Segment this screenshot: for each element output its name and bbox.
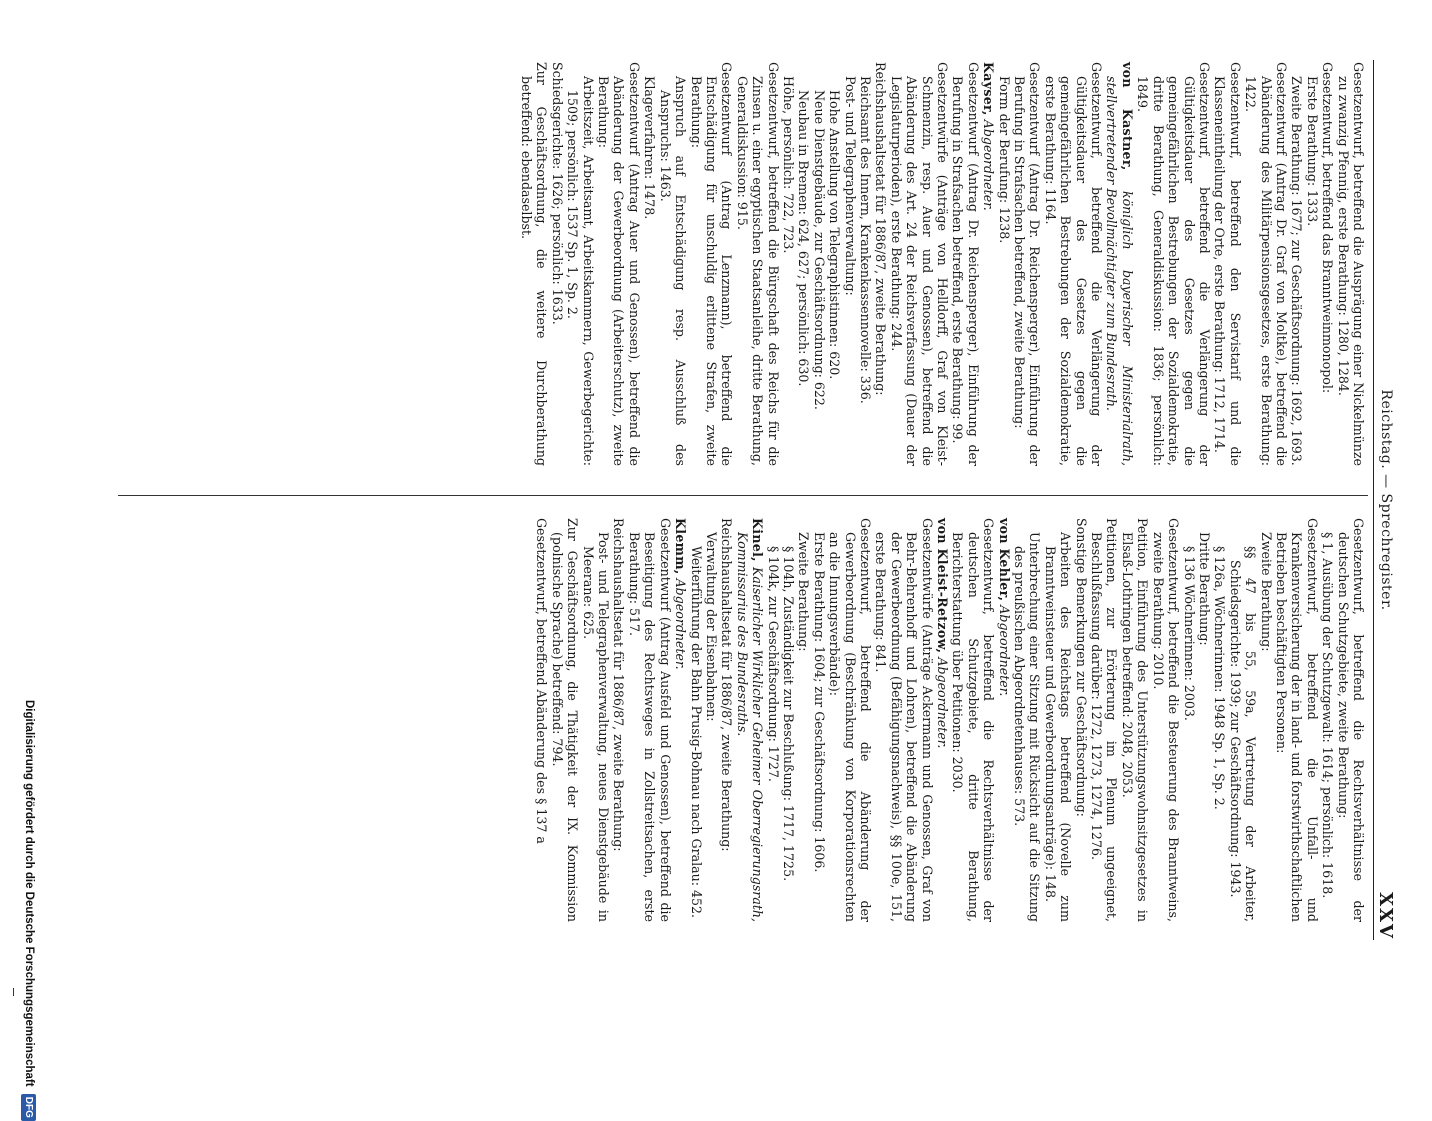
register-entry: Gesetzentwurf (Antrag Auer und Genossen), betreffend die Abänderung der Gewerbeordnung (Arbeiterschutz), zweite Berathung: xyxy=(596,62,642,466)
register-entry: Gesetzentwürfe (Anträge Ackermann und Genossen, Graf von Behr-Behrenhoff und Lohren), betreffend die Abänderung der Gewerbeordnung (Befähigungsnachweis), §§ 100e, 151, erste Berathung: 841. xyxy=(873,518,935,922)
speaker-name: von Kastner, xyxy=(1119,62,1135,171)
speaker-role: Abgeordneter. xyxy=(996,601,1012,697)
register-entry: Gesetzentwurf, betreffend die Unfall- und Krankenversicherung der in land- und forstwirthschaftlichen Betrieben beschäftigten Personen: xyxy=(1273,518,1320,922)
register-entry: Zur Geschäftsordnung, die Thätigkeit der IX. Kommission (polnische Sprache) betreffend: 794. xyxy=(549,518,581,922)
register-subentry: § 104h, Zuständigkeit zur Beschlußung: 1717, 1725. xyxy=(780,546,796,882)
dfg-logo: DFG xyxy=(21,1094,36,1121)
register-entry: Reichshaushaltsetat für 1886/87, zweite Berathung: xyxy=(873,62,889,396)
register-subentry: Dritte Berathung: xyxy=(1196,532,1212,646)
register-subentry: Klageverfahren: 1478. xyxy=(642,76,658,220)
register-subentry: Erste Berathung: 1333. xyxy=(1304,76,1320,227)
register-entry: Gesetzentwurf, betreffend die Verlängerung der Gültigkeitsdauer des Gesetzes gegen die gemeingefährlichen Bestrebungen der Sozialdemokratie, dritte Berathung, Generaldiskussion: 1836; persönlich: 1849. xyxy=(1135,62,1212,466)
register-entry: Gesetzentwurf (Antrag Dr. Reichensperger), Einführung der Berufung in Strafsachen betreffend, zweite Berathung: xyxy=(1012,62,1043,466)
speaker-heading xyxy=(996,518,1011,922)
speaker-heading xyxy=(981,62,996,466)
running-title: Reichstag. — Sprechregister. xyxy=(1378,389,1395,611)
register-entry: Gesetzentwurf, betreffend das Branntweinmonopol: xyxy=(1320,62,1336,394)
register-entry: Reichshaushaltsetat für 1886/87, zweite Berathung: xyxy=(611,518,627,852)
speaker-role: Kaiserlicher Wirklicher Geheimer Oberregierungsrath, Kommissarius des Bundesraths. xyxy=(734,532,766,922)
register-subentry: Arbeitszeit, Arbeitsamt, Arbeitskammern, Gewerbegerichte: 1509; persönlich: 1537 Sp. 1, Sp. 2. xyxy=(565,76,596,466)
speaker-role: Abgeordneter. xyxy=(673,574,689,670)
speaker-heading xyxy=(935,518,950,922)
speaker-role: Abgeordneter. xyxy=(981,115,997,211)
speaker-name: von Kehler, xyxy=(996,518,1012,602)
speaker-name: Kayser, xyxy=(981,62,997,116)
register-entry: Gesetzentwurf (Antrag Dr. Reichensperger), Einführung der Berufung in Strafsachen betreffend, erste Berathung: 99. xyxy=(950,62,981,466)
register-subentry: Höhe, persönlich: 722, 723. xyxy=(780,76,796,254)
speaker-name: Kinel, xyxy=(750,518,766,562)
register-subentry: Hohe Anstellung von Telegraphistinnen: 620. xyxy=(827,90,843,380)
register-entry: Gesetzentwurf, betreffend die Bürgschaft des Reichs für die Zinsen u. einer egyptischen Staatsanleihe, dritte Berathung, Generaldiskussion: 915. xyxy=(734,62,781,466)
register-subentry: Zweite Berathung: xyxy=(1258,532,1274,652)
register-entry: Gesetzentwurf, betreffend die Ausprägung einer Nickelmünze zu zwanzig Pfennig, erste Berathung: 1280, 1284. xyxy=(1335,62,1366,466)
register-subentry: Arbeiten des Reichstags betreffend (Novelle zum Branntweinsteuer und Gewerbeordnungsanträge): 148. xyxy=(1042,532,1074,922)
register-entry: Gesetzentwürfe (Anträge von Helldorff, Graf von Kleist-Schmenzin, resp. Auer und Genossen), betreffend die Abänderung des Art. 24 der Reichsverfassung (Dauer der Legislaturperioden), erste Berathung: 244. xyxy=(888,62,951,466)
speaker-heading xyxy=(1104,62,1135,466)
register-subentry: Reichsamt des Innern, Krankenkassennovelle: 336. xyxy=(858,76,873,404)
register-entry: Gesetzentwurf, betreffend die Rechtsverhältnisse der deutschen Schutzgebiete, zweite Berathung: xyxy=(1335,518,1366,922)
register-subentry: § 126a, Wöchnerinnen: 1948 Sp. 1, Sp. 2. xyxy=(1212,546,1228,810)
register-subentry: Form der Berufung: 1238. xyxy=(996,76,1012,244)
speaker-role: Abgeordneter. xyxy=(935,653,951,749)
column-divider xyxy=(118,495,1368,496)
credit-text: Digitalisierung gefördert durch die Deutsche Forschungsgemeinschaft xyxy=(23,700,35,1087)
register-entry: Gesetzentwurf, betreffend Abänderung des § 137 a xyxy=(534,518,550,844)
register-entry: Schiedsgerichte: 1626; persönlich: 1633. xyxy=(549,62,565,325)
register-entry: Petitionen, zur Erörterung im Plenum ungeeignet, Beschlußfassung darüber: 1272, 1273, 1274, 1276. xyxy=(1089,518,1120,922)
register-entry: Gesetzentwurf, betreffend den Servistarif und die Klasseneintheilung der Orte, erste Berathung: 1712, 1714. xyxy=(1212,62,1243,466)
register-entry: Zur Geschäftsordnung, die weitere Durchberathung betreffend: ebendaselbst. xyxy=(519,62,550,466)
register-entry: Gesetzentwurf (Antrag Ausfeld und Genossen), betreffend die Beseitigung des Rechtsweges in Zollstreitsachen, erste Berathung: 517. xyxy=(626,518,673,922)
register-entry: Sonstige Bemerkungen zur Geschäftsordnung: xyxy=(1073,518,1089,817)
register-subentry: Post- und Telegraphenverwaltung, neues Dienstgebäude in Meerane: 625. xyxy=(580,532,612,922)
register-entry: Gesetzentwurf (Antrag Dr. Graf von Moltke), betreffend die Abänderung des Militärpensionsgesetzes, erste Berathung: 1422. xyxy=(1243,62,1289,466)
running-head xyxy=(1375,60,1410,940)
register-subentry: Verwaltung der Eisenbahnen: xyxy=(703,532,719,722)
register-entry: Gesetzentwurf, betreffend die Abänderung der Gewerbeordnung (Beschränkung von Korporationsrechten an die Innungsverbände): xyxy=(827,518,873,922)
header-rule xyxy=(1373,60,1374,940)
speaker-role: königlich bayerischer Ministerialrath, stellvertretender Bevollmächtigter zum Bundesrath. xyxy=(1104,76,1135,466)
register-subentry: § 104k, zur Geschäftsordnung: 1727. xyxy=(765,546,781,782)
register-subentry: Zweite Berathung: xyxy=(796,532,812,652)
register-subentry: Unterbrechung einer Sitzung mit Rücksicht auf die Sitzung des preußischen Abgeordnetenhauses: 573. xyxy=(1012,532,1043,922)
register-entry: Gesetzentwurf, betreffend die Besteuerung des Branntweins, zweite Berathung: 2010. xyxy=(1150,518,1182,922)
register-subentry: Neue Dienstgebäude, zur Geschäftsordnung: 622. xyxy=(811,90,827,410)
register-subentry: Weiterführung der Bahn Prusig-Bohnau nach Gralau: 452. xyxy=(688,546,704,919)
register-entry: Gesetzentwurf, betreffend die Rechtsverhältnisse der deutschen Schutzgebiete, dritte Berathung, Berichterstattung über Petitionen: 2030. xyxy=(950,518,997,922)
register-subentry: Neubau in Bremen: 624, 627; persönlich: 630. xyxy=(796,90,812,387)
register-subentry: Post- und Telegraphenverwaltung: xyxy=(842,76,858,296)
register-subentry: §§ 47 bis 55, 59a, Vertretung der Arbeiter, Schiedsgerichte: 1939; zur Geschäftsordnung: 1943. xyxy=(1227,546,1259,922)
register-subentry: § 1, Ausübung der Schutzgewalt: 1614; persönlich: 1618. xyxy=(1320,532,1336,899)
speaker-name: von Kleist-Retzow, xyxy=(935,518,951,654)
page-number: XXV xyxy=(1375,892,1397,940)
right-column xyxy=(76,518,1366,922)
register-subentry: Zweite Berathung: 1677; zur Geschäftsordnung: 1692, 1693. xyxy=(1289,76,1305,466)
register-entry: Gesetzentwurf, betreffend die Verlängerung der Gültigkeitsdauer des Gesetzes gegen die gemeingefährlichen Bestrebungen der Sozialdemokratie, erste Berathung: 1164. xyxy=(1042,62,1105,466)
register-entry: Reichshaushaltsetat für 1886/87, zweite Berathung: xyxy=(719,518,735,852)
register-subentry: Anspruch auf Entschädigung resp. Ausschluß des Anspruchs: 1463. xyxy=(657,76,689,466)
register-entry: Gesetzentwurf (Antrag Lenzmann), betreffend die Entschädigung für unschuldig erlittene Strafen, zweite Berathung: xyxy=(688,62,735,466)
speaker-heading xyxy=(673,518,688,922)
speaker-name: Klemm, xyxy=(673,518,689,575)
register-subentry: § 136 Wöchnerinnen: 2003. xyxy=(1181,546,1197,721)
register-entry: Petition, Einführung des Unterstützungswohnsitzgesetzes in Elsaß-Lothringen betreffend: 2048, 2053. xyxy=(1119,518,1151,922)
speaker-heading xyxy=(734,518,765,922)
left-column xyxy=(76,62,1366,466)
register-subentry: Erste Berathung: 1604; zur Geschäftsordnung: 1606. xyxy=(811,532,827,873)
digitization-credit xyxy=(21,700,36,1118)
margin-mark xyxy=(12,988,14,996)
